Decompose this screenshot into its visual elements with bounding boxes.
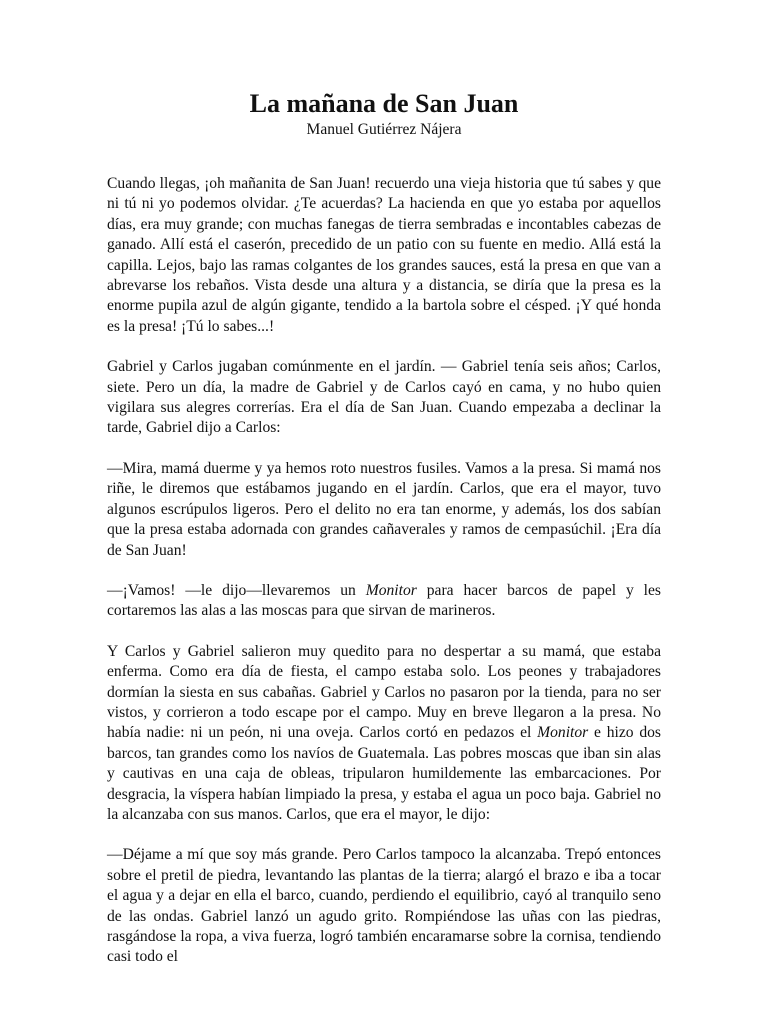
document-author: Manuel Gutiérrez Nájera [306, 121, 462, 138]
paragraph-5-text-after: e hizo dos barcos, tan grandes como los navíos de Guatemala. Las pobres moscas que iban sin alas y cautivas en una caja de obleas, tripularon humildemente las embarcaciones. Por desgracia, la víspera habían limpiado la presa, y estaba el agua un poco baja. Gabriel no la alcanzaba con sus manos. Carlos, que era el mayor, le dijo: [107, 724, 661, 823]
paragraph-2: Gabriel y Carlos jugaban comúnmente en el jardín. — Gabriel tenía seis años; Carlos, siete. Pero un día, la madre de Gabriel y de Carlos cayó en cama, y no hubo quien vigilara sus alegres correrías. Era el día de San Juan. Cuando empezaba a declinar la tarde, Gabriel dijo a Carlos: [107, 358, 661, 437]
document-title: La mañana de San Juan [249, 89, 519, 118]
paragraph-6: —Déjame a mí que soy más grande. Pero Carlos tampoco la alcanzaba. Trepó entonces sobre el pretil de piedra, levantando las plantas de la tierra; alargó el brazo e iba a tocar el agua y a dejar en ella el barco, cuando, perdiendo el equilibrio, cayó al tranquilo seno de las ondas. Gabriel lanzó un agudo grito. Rompiéndose las uñas con las piedras, rasgándose la ropa, a viva fuerza, logró también encaramarse sobre la cornisa, tendiendo casi todo el [107, 846, 661, 966]
paragraph-4 [107, 581, 661, 622]
paragraph-3: —Mira, mamá duerme y ya hemos roto nuestros fusiles. Vamos a la presa. Si mamá nos riñe, le diremos que estábamos jugando en el jardín. Carlos, que era el mayor, tuvo algunos escrúpulos ligeros. Pero el delito no era tan enorme, y además, los dos sabían que la presa estaba adornada con grandes cañaverales y ramos de cempasúchil. ¡Era día de San Juan! [107, 459, 661, 559]
paragraph-4-italic-monitor: Monitor [365, 581, 417, 599]
paragraph-5 [107, 642, 661, 826]
paragraph-4-text-after: para hacer barcos de papel y les cortaremos las alas a las moscas para que sirvan de marineros. [107, 581, 661, 620]
paragraph-1: Cuando llegas, ¡oh mañanita de San Juan! recuerdo una vieja historia que tú sabes y que ni tú ni yo podemos olvidar. ¿Te acuerdas? La hacienda en que yo estaba por aquellos días, era muy grande; con muchas fanegas de tierra sembradas e incontables cabezas de ganado. Allí está el caserón, precedido de un patio con su fuente en medio. Allá está la capilla. Lejos, bajo las ramas colgantes de los grandes sauces, está la presa en que van a abrevarse los rebaños. Vista desde una altura y a distancia, se diría que la presa es la enorme pupila azul de algún gigante, tendido a la bartola sobre el césped. ¡Y qué honda es la presa! ¡Tú lo sabes...! [107, 175, 661, 335]
document-body [107, 174, 661, 968]
paragraph-5-italic-monitor: Monitor [537, 724, 589, 742]
paragraph-5-text-before: Y Carlos y Gabriel salieron muy quedito para no despertar a su mamá, que estaba enferma. Como era día de fiesta, el campo estaba solo. Los peones y trabajadores dormían la siesta en sus cabañas. Gabriel y Carlos no pasaron por la tienda, para no ser vistos, y corrieron a todo escape por el campo. Muy en breve llegaron a la presa. No había nadie: ni un peón, ni una oveja. Carlos cortó en pedazos el [107, 642, 661, 742]
paragraph-4-text-before: —¡Vamos! —le dijo—llevaremos un [107, 581, 366, 599]
